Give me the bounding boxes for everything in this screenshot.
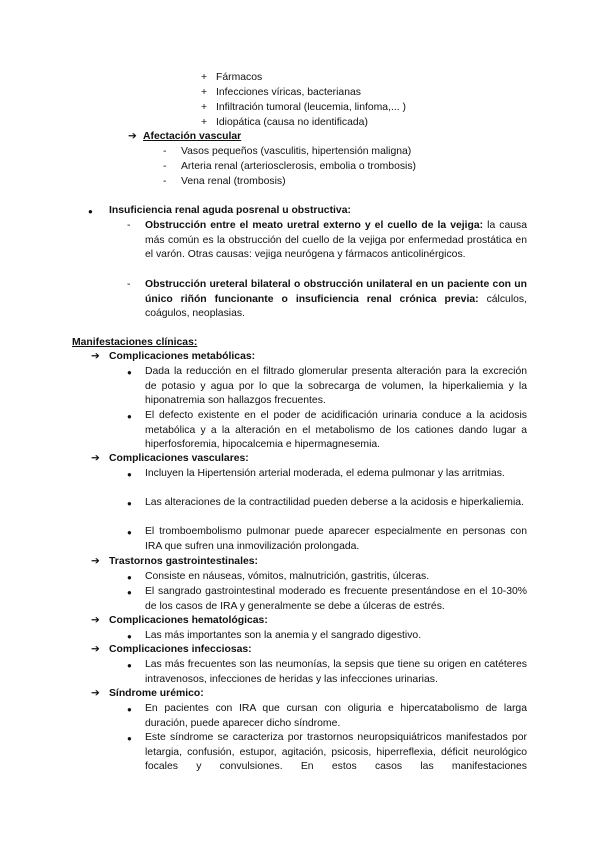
section-heading: Complicaciones metabólicas: xyxy=(109,351,256,362)
bullet-text: Las más frecuentes son las neumonías, la sepsis que tiene su origen en catéteres intravenosos, infecciones de heridas y las infecciones urinarias. xyxy=(145,659,527,685)
bullet-text: Dada la reducción en el filtrado glomerular presenta alteración para la excreción de potasio y agua por lo que la sobrecarga de volumen, la hiperkaliemia y la hiponatremia son hallazgos frecuentes. xyxy=(145,366,527,406)
bullet-text: Incluyen la Hipertensión arterial moderada, el edema pulmonar y las arritmias. xyxy=(145,468,505,479)
section-heading: Complicaciones infecciosas: xyxy=(109,644,252,655)
dash-marker: - xyxy=(163,146,167,157)
list-item: Arteria renal (arteriosclerosis, embolia o trombosis) xyxy=(181,161,417,172)
bullet-icon: ● xyxy=(127,632,132,641)
list-item: Fármacos xyxy=(216,72,263,83)
arrow-icon: ➔ xyxy=(91,688,100,699)
item-lead: Obstrucción entre el meato uretral externo y el cuello de la vejiga: xyxy=(145,220,484,231)
bullet-icon: ● xyxy=(127,705,132,714)
dash-marker: - xyxy=(163,161,167,172)
item-text: cálculos, coágulos, neoplasias. xyxy=(145,293,527,319)
bullet-icon: ● xyxy=(127,412,132,421)
bullet-text: El defecto existente en el poder de acidificación urinaria conduce a la acidosis metabólica y a la alteración en el metabolismo de los cationes dando lugar a hiperfosforemia, hipocalcemia e hipermagnesemia. xyxy=(145,410,527,450)
postrenal-item xyxy=(145,278,527,322)
item-lead: Obstrucción ureteral bilateral o obstrucción unilateral en un paciente con un único riñón funcionante o insuficiencia renal crónica previa: xyxy=(145,279,527,305)
bullet-icon: ● xyxy=(127,368,132,377)
arrow-icon: ➔ xyxy=(128,131,137,142)
bullet-icon: ● xyxy=(127,573,132,582)
list-item: Infecciones víricas, bacterianas xyxy=(216,87,361,98)
list-item: Vena renal (trombosis) xyxy=(181,176,286,187)
arrow-icon: ➔ xyxy=(91,351,100,362)
dash-marker: - xyxy=(127,279,131,290)
section-heading: Trastornos gastrointestinales: xyxy=(109,556,258,567)
postrenal-item xyxy=(145,219,527,263)
section-heading: Insuficiencia renal aguda posrenal u obstructiva: xyxy=(109,205,351,216)
bullet-icon: ● xyxy=(127,499,132,508)
arrow-icon: ➔ xyxy=(91,644,100,655)
arrow-icon: ➔ xyxy=(91,615,100,626)
section-heading: Afectación vascular xyxy=(143,131,242,142)
list-item: Infiltración tumoral (leucemia, linfoma,... ) xyxy=(216,102,406,113)
plus-marker: + xyxy=(201,72,208,83)
item-text: la causa más común es la obstrucción del cuello de la vejiga por enfermedad prostática en el varón. Otras causas: vejiga neurógena y fármacos anticolinérgicos. xyxy=(145,220,528,260)
section-heading: Síndrome urémico: xyxy=(109,688,204,699)
bullet-text: En pacientes con IRA que cursan con oliguria e hipercatabolismo de larga duración, puede aparecer dicho síndrome. xyxy=(145,703,527,729)
bullet-icon: ● xyxy=(127,528,132,537)
dash-marker: - xyxy=(163,176,167,187)
bullet-icon: ● xyxy=(127,734,132,743)
bullet-icon: ● xyxy=(127,470,132,479)
plus-marker: + xyxy=(201,117,208,128)
bullet-text: El tromboembolismo pulmonar puede aparecer especialmente en personas con IRA que sufren una inmovilización prolongada. xyxy=(145,526,527,552)
bullet-text: Las más importantes son la anemia y el sangrado digestivo. xyxy=(145,630,422,641)
bullet-text: Consiste en náuseas, vómitos, malnutrición, gastritis, úlceras. xyxy=(145,571,430,582)
bullet-text: Las alteraciones de la contractilidad pueden deberse a la acidosis e hiperkaliemia. xyxy=(145,497,524,508)
bullet-text: El sangrado gastrointestinal moderado es frecuente presentándose en el 10-30% de los casos de IRA y generalmente se debe a úlceras de estrés. xyxy=(145,586,527,612)
section-heading: Complicaciones vasculares: xyxy=(109,453,249,464)
list-item: Vasos pequeños (vasculitis, hipertensión maligna) xyxy=(181,146,412,157)
arrow-icon: ➔ xyxy=(91,556,100,567)
section-heading: Complicaciones hematológicas: xyxy=(109,615,268,626)
page-section-title: Manifestaciones clínicas: xyxy=(72,337,198,348)
dash-marker: - xyxy=(127,220,131,231)
arrow-icon: ➔ xyxy=(91,453,100,464)
plus-marker: + xyxy=(201,102,208,113)
bullet-icon: ● xyxy=(88,207,93,216)
bullet-icon: ● xyxy=(127,588,132,597)
bullet-icon: ● xyxy=(127,661,132,670)
plus-marker: + xyxy=(201,87,208,98)
list-item: Idiopática (causa no identificada) xyxy=(216,117,368,128)
bullet-text: Este síndrome se caracteriza por trastornos neuropsiquiátricos manifestados por letargia, confusión, estupor, agitación, psicosis, hiperreflexia, déficit neurológico focales y convulsiones. En estos casos las manifestaciones xyxy=(145,732,527,772)
